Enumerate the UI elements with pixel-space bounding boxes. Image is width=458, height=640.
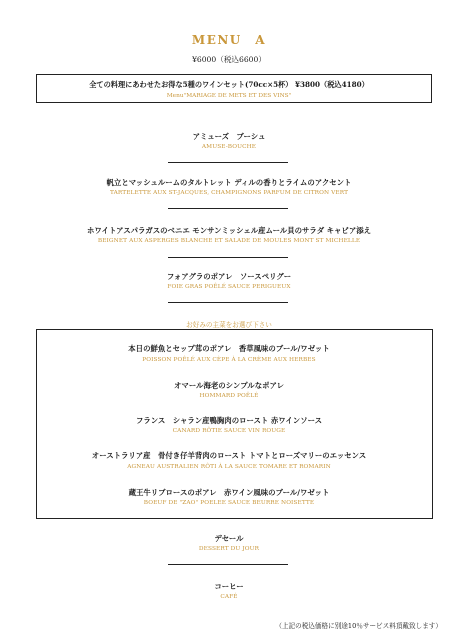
service-charge-note: （上記の税込価格に別途10％サービス料頂戴致します）	[275, 622, 442, 630]
menu-title: MENU A	[191, 33, 267, 47]
divider	[168, 257, 288, 258]
course-1-fr: AMUSE-BOUCHE	[201, 144, 257, 150]
divider	[168, 162, 288, 163]
menu-price: ¥6000（税込6600）	[192, 55, 266, 64]
course-1-jp: アミューズ ブーシュ	[192, 132, 266, 141]
main-option-4-fr: AGNEAU AUSTRALIEN RÔTI À LA SAUCE TOMARE ET ROMARIN	[127, 464, 331, 470]
divider	[168, 302, 288, 303]
course-2-jp: 帆立とマッシュルームのタルトレット ディルの香りとライムのアクセント	[106, 178, 352, 187]
coffee-jp: コーヒー	[214, 582, 244, 591]
main-option-5-fr: BOEUF DE "ZAO" POELEE SAUCE BEURRE NOISETTE	[143, 500, 315, 506]
main-choice-label: お好みの主菜をお選び下さい	[186, 321, 272, 329]
course-4-jp: フォアグラのポアレ ソースペリグー	[166, 272, 292, 281]
main-option-1-jp: 本日の鮮魚とセップ茸のポアレ 香草風味のブール/ワゼット	[128, 344, 330, 353]
dessert-jp: デセール	[214, 534, 244, 543]
divider	[168, 208, 288, 209]
main-option-3-fr: CANARD RÔTIE SAUCE VIN ROUGE	[172, 428, 286, 434]
main-option-4-jp: オーストラリア産 骨付き仔羊背肉のロースト トマトとローズマリーのエッセンス	[91, 451, 367, 460]
wine-pairing-text: 全ての料理にあわせたお得な5種のワインセット(70cc×5杯） ¥3800（税込4180）	[89, 80, 369, 89]
coffee-fr: CAFÉ	[220, 594, 238, 600]
main-option-1-fr: POISSON POÊLÉ AUX CÈPE À LA CRÈME AUX HERBES	[142, 357, 316, 363]
divider	[168, 564, 288, 565]
dessert-fr: DESSERT DU JOUR	[198, 546, 260, 552]
wine-pairing-subtitle: Menu"MARIAGE DE METS ET DES VINS"	[166, 93, 292, 99]
course-3-fr: BEIGNET AUX ASPERGES BLANCHE ET SALADE DE MOULES MONT ST MICHELLE	[97, 238, 361, 244]
main-option-5-jp: 蔵王牛リブロースのポアレ 赤ワイン風味のブール/ワゼット	[128, 488, 330, 497]
main-option-2-jp: オマール海老のシンプルなポアレ	[174, 381, 284, 390]
course-3-jp: ホワイトアスパラガスのベニエ モンサンミッシェル産ムール貝のサラダ キャビア添え	[87, 226, 371, 235]
main-option-2-fr: HOMMARD POÊLÉ	[199, 393, 259, 399]
main-option-3-jp: フランス シャラン産鴨胸肉のロースト 赤ワインソース	[135, 416, 322, 425]
course-2-fr: TARTELETTE AUX ST-JACQUES, CHAMPIGNONS PARFUM DE CITRON VERT	[109, 190, 349, 196]
course-4-fr: FOIE GRAS POÊLÉ SAUCE PERIGUEUX	[167, 284, 291, 290]
